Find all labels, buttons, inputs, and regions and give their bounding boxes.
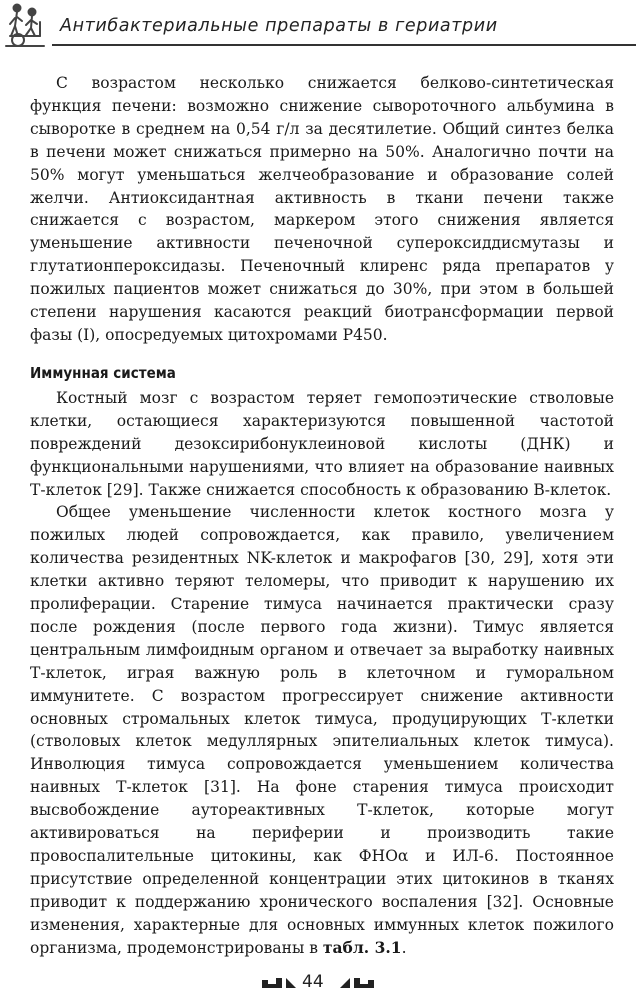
footer-ornament-left-icon	[262, 976, 296, 990]
paragraph-thymus-end: .	[401, 938, 407, 957]
paragraph-thymus-text: Общее уменьшение численности клеток костного мозга у пожилых людей сопровождается, как правило, увеличением количества резидентных NK-клеток и макрофагов [30, 29], хотя эти клетки активно теряют теломеры, что приводит к нарушению их пролиферации. Старение тимуса начинается практически сразу после рождения (после первого года жизни). Тимус является центральным лимфоидным органом и отвечает за выработку наивных Т-клеток, играя важную роль в клеточном и гуморальном иммунитете. С возрастом прогрессирует снижение активности основных стромальных клеток тимуса, продуцирующих Т-клетки (стволовых клеток медуллярных эпителиальных клеток тимуса). Инволюция тимуса сопровождается уменьшением количества наивных Т-клеток [31]. На фоне старения тимуса происходит высвобождение аутореактивных Т-клеток, которые могут активироваться на периферии и производить такие провоспалительные цитокины, как ФНОα и ИЛ-6. Постоянное присутствие определенной концентрации этих цитокинов в тканях приводит к поддержанию хронического воспаления [32]. Основные изменения, характерные для основных иммунных клеток пожилого организма, продемонстрированы в	[30, 503, 614, 957]
page-header	[0, 0, 636, 56]
table-reference: табл. 3.1	[322, 937, 402, 957]
footer-ornament-right-icon	[340, 976, 374, 990]
elderly-people-icon	[4, 2, 46, 48]
running-header-title: Антибактериальные препараты в гериатрии	[60, 16, 498, 36]
paragraph-liver-function: С возрастом несколько снижается белково-синтетическая функция печени: возможно снижение сывороточного альбумина в сыворотке в среднем на 0,54 г/л за десятилетие. Общий синтез белка в печени может снижаться примерно на 50%. Аналогично почти на 50% могут уменьшаться желчеобразование и образование солей желчи. Антиоксидантная активность в ткани печени также снижается с возрастом, маркером этого снижения является уменьшение активности печеночной супероксиддисмутазы и глутатионпероксидазы. Печеночный клиренс ряда препаратов у пожилых пациентов может снижаться до 30%, при этом в большей степени нарушения касаются реакций биотрансформации первой фазы (I), опосредуемых цитохромами Р450.	[30, 74, 614, 344]
paragraph-bone-marrow: Костный мозг с возрастом теряет гемопоэтические стволовые клетки, остающиеся характеризуются повышенной частотой повреждений дезоксирибонуклеиновой кислоты (ДНК) и функциональными нарушениями, что влияет на образование наивных Т-клеток [29]. Также снижается способность к образованию В-клеток.	[30, 388, 614, 499]
page-number: 44	[302, 972, 324, 992]
page-footer	[0, 968, 636, 996]
section-heading-immune-system: Иммунная система	[30, 363, 176, 382]
header-rule	[52, 44, 636, 46]
page-body	[30, 72, 614, 960]
paragraph-thymus	[30, 501, 614, 959]
